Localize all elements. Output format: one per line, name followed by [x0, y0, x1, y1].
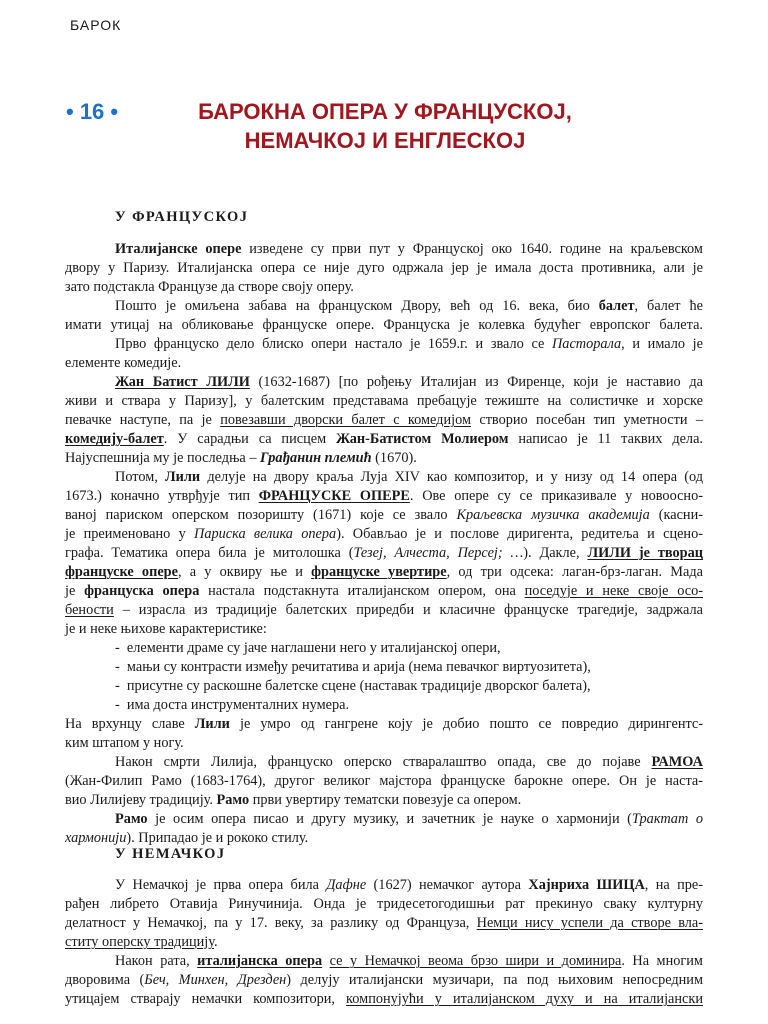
text-line: елементе комедије.: [65, 355, 182, 371]
text-line: - присутне су раскошне балетске сцене (наставак традиције дворског балета),: [115, 678, 591, 694]
text-line: Након смрти Лилија, француско оперско стваралаштво опада, све до појаве РАМОА: [115, 754, 703, 770]
text-line: је преименовано у Париска велика опера). Обављао је и послове диригента, редитеља и сцено-: [65, 526, 703, 542]
text-line: комедију-балет. У сарадњи са писцем Жан-Батистом Молиером написао је 11 таквих дела.: [65, 431, 703, 447]
text-line: На врхунцу славе Лили је умро од гангрене коју је добио пошто се повредио дирингентс-: [65, 716, 703, 732]
text-line: Најуспешнија му је последња – Грађанин племић (1670).: [65, 450, 417, 466]
text-line: (Жан-Филип Рамо (1683-1764), другог великог мајстора француске барокне опере. Он је наста-: [65, 773, 703, 789]
text-line: Италијанске опере изведене су први пут у Француској око 1640. године на краљевском: [115, 241, 703, 257]
text-line: имати утицај на обликовање француске опере. Француска је колевка будућег европског балета.: [65, 317, 703, 333]
text-line: је француска опера настала подстакнута италијанском опером, она поседује и неке своје осо-: [65, 583, 703, 599]
text-line: живи и ствара у Паризу], у балетским представама пребацује тежиште на солистичке и хорске: [65, 393, 703, 409]
text-line: Потом, Лили делује на двору краља Луја XIV као композитор, и у низу од 14 опера (од: [115, 469, 703, 485]
text-line: ститу оперску традицију.: [65, 934, 218, 950]
text-line: ким штапом у ногу.: [65, 735, 184, 751]
text-line: - има доста инструменталних нумера.: [115, 697, 350, 713]
text-line: је и неке њихове карактеристике:: [65, 621, 267, 637]
chapter-title-line-2: НЕМАЧКОЈ И ЕНГЛЕСКОЈ: [244, 128, 526, 153]
text-line: двору у Паризу. Италијанска опера се није дуго одржала јер је имала доста противника, али је: [65, 260, 703, 276]
text-line: Пошто је омиљена забава на француском Двору, већ од 16. века, био балет, балет ће: [115, 298, 703, 314]
text-line: вио Лилијеву традицију. Рамо први увертиру тематски повезује са опером.: [65, 792, 522, 808]
section-germany-body: [65, 876, 703, 1009]
text-line: певачке наступе, па је повезавши дворски балет с комедијом створио посебан тип уметности –: [65, 412, 703, 428]
section-heading-france: У ФРАНЦУСКОЈ: [115, 209, 249, 225]
text-line: Жан Батист ЛИЛИ (1632-1687) [по рођењу Италијан из Фиренце, који је наставио да: [115, 374, 703, 390]
text-line: зато подстакла Французе да створе своју оперу.: [65, 279, 354, 295]
text-line: Након рата, италијанска опера се у Немачкој веома брзо шири и доминира. На многим: [115, 953, 703, 969]
text-line: француске опере, а у оквиру ње и француске увертире, од три одсека: лаган-брз-лаган. Мада: [65, 564, 703, 580]
text-line: делатност у Немачкој, па у 17. веку, за разлику од Француза, Немци нису успели да створе вла-: [65, 915, 703, 931]
text-line: ваној париском оперском позоришту (1671) које се звало Краљевска музичка академија (касни-: [65, 507, 703, 523]
text-line: графа. Тематика опера била је митолошка (Тезеј, Алчеста, Персеј; …). Дакле, ЛИЛИ је творац: [65, 545, 703, 561]
text-line: утицајем стварају немачки композитори, компонујући у италијанском духу и на италијански: [65, 991, 703, 1007]
text-line: Прво француско дело блиско опери настало је 1659.г. и звало се Пасторала, и имало је: [115, 336, 704, 352]
text-line: хармонији). Припадао је и рококо стилу.: [65, 830, 309, 846]
text-line: бености – израсла из традиције балетских приредби и класичне француске трагедије, задржала: [65, 602, 703, 618]
section-heading-germany: У НЕМАЧКОЈ: [115, 846, 226, 862]
text-line: 1673.) коначно утврђује тип ФРАНЦУСКЕ ОПЕРЕ. Ове опере су се приказивале у новооснo-: [65, 488, 703, 504]
chapter-number: • 16 •: [66, 99, 119, 124]
text-line: рађен либрето Отавија Ринучинија. Онда је тридесетогодишњи рат прекинуо сваку културну: [65, 896, 703, 912]
text-line: Рамо је осим опера писао и другу музику, и зачетник је науке о хармонији (Трактат о: [115, 811, 703, 827]
section-france-body: [65, 240, 703, 848]
text-line: дворовима (Беч, Минхен, Дрезден) делују италијански музичари, па под њиховим непосредним: [65, 972, 703, 988]
chapter-title-line-1: БАРОКНА ОПЕРА У ФРАНЦУСКОЈ,: [198, 99, 572, 124]
text-line: - елементи драме су јаче наглашени него у италијанској опери,: [115, 640, 501, 656]
running-header: БАРОК: [70, 17, 122, 33]
text-line: - мањи су контрасти између речитатива и арија (нема певачког виртуозитета),: [115, 659, 591, 675]
text-line: У Немачкој је прва опера била Дафне (1627) немачког аутора Хајнриха ШИЦА, на пре-: [115, 877, 703, 893]
